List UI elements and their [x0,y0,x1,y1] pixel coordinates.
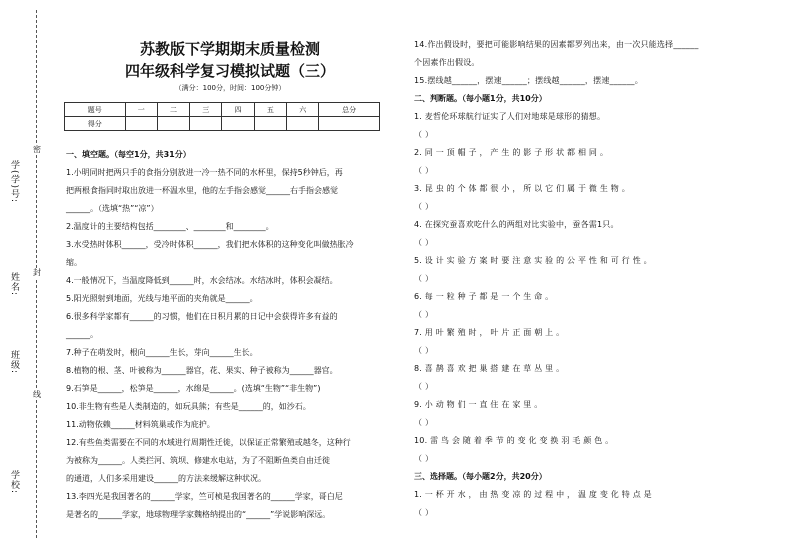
question-line: 8.植物的根、茎、叶被称为______器官，花、果实、种子被称为______器官。 [66,366,338,375]
question-line: 7. 用 叶 繁 殖 时 ， 叶 片 正 面 朝 上 。 [414,328,565,337]
question-line: （ ） [414,310,434,319]
score-input-cell[interactable] [222,117,254,131]
score-table-header-row [65,103,380,117]
question-line: 6.很多科学家都有______的习惯，他们在日积月累的日记中会获得许多有益的 [66,312,338,321]
score-input-cell[interactable] [190,117,222,131]
score-input-cell[interactable] [157,117,189,131]
question-line: 1. 一 杯 开 水 ， 由 热 变 凉 的 过 程 中 ， 温 度 变 化 特 点 是 [414,490,652,499]
score-cell: 总分 [319,103,380,117]
question-line: 4. 在探究蚕喜欢吃什么的两组对比实验中，蚕各需1只。 [414,220,619,229]
question-line: 10. 雷 鸟 会 随 着 季 节 的 变 化 变 换 羽 毛 颜 色 。 [414,436,614,445]
question-line: （ ） [414,418,434,427]
question-line: （ ） [414,166,434,175]
question-line: 14.作出假设时，要把可能影响结果的因素都罗列出来，由一次只能选择______ [414,40,699,49]
question-line: ______。（选填“热”“凉”） [66,204,159,213]
question-line: 11.动物依赖______材料筑巢或作为庇护。 [66,420,215,429]
question-line: 3.水受热时体积______，受冷时体积______，我们把水体积的这种变化叫做热胀冷 [66,240,354,249]
section-heading: 二、判断题。（每小题1分，共10分） [414,94,547,103]
binding-strip [0,0,60,548]
score-cell: 二 [157,103,189,117]
question-line: （ ） [414,202,434,211]
question-line: 10.非生物有些是人类制造的，如玩具熊；有些是______的，如沙石。 [66,402,311,411]
question-line: 1.小明同时把两只手的食指分别放进一冷一热不同的水杯里，保持5秒钟后，再 [66,168,343,177]
question-line: 的通道，人们多采用建设______的方法来缓解这种状况。 [66,474,266,483]
score-cell: 三 [190,103,222,117]
question-line: 12.有些鱼类需要在不同的水域进行周期性迁徙，以保证正常繁殖或越冬，这种行 [66,438,351,447]
question-line: 7.种子在萌发时，根向______生长，芽向______生长。 [66,348,258,357]
score-cell: 一 [125,103,157,117]
question-line: 9. 小 动 物 们 一 直 住 在 家 里 。 [414,400,543,409]
question-line: ______。 [66,330,98,339]
exam-title: 苏教版下学期期末质量检测 [139,40,320,58]
question-line: 8. 喜 鹊 喜 欢 把 巢 搭 建 在 草 丛 里 。 [414,364,565,373]
student-id-label: 学(学)号: [9,160,19,204]
question-line: 5. 设 计 实 验 方 案 时 要 注 意 实 验 的 公 平 性 和 可 行 性 。 [414,256,652,265]
score-input-cell[interactable] [287,117,319,131]
question-line: （ ） [414,382,434,391]
exam-subtitle: 四年级科学复习模拟试题（三） [124,62,335,80]
question-line: （ ） [414,130,434,139]
question-line: 3. 昆 虫 的 个 体 都 很 小 ， 所 以 它 们 属 于 微 生 物 。 [414,184,630,193]
class-label: 班级: [9,350,19,375]
score-cell: 题号 [65,103,126,117]
score-cell: 六 [287,103,319,117]
seal-char-feng: 封 [33,268,41,277]
exam-meta: （满分：100分，时间：100分钟） [174,84,286,92]
school-label: 学校: [9,470,19,495]
section-heading: 三、选择题。（每小题2分，共20分） [414,472,547,481]
score-table-score-row [65,117,380,131]
score-cell: 四 [222,103,254,117]
question-line: （ ） [414,274,434,283]
question-line: （ ） [414,454,434,463]
score-input-cell[interactable] [125,117,157,131]
left-column [66,146,386,524]
question-line: 缩。 [66,258,82,267]
question-line: 1. 麦哲伦环球航行证实了人们对地球是球形的猜想。 [414,112,606,121]
question-line: （ ） [414,238,434,247]
question-line: 13.李四光是我国著名的______学家，竺可桢是我国著名的______学家，哥白尼 [66,492,343,501]
seal-char-mi: 密 [33,145,41,154]
score-input-cell[interactable] [254,117,286,131]
score-table [64,102,380,131]
score-input-cell[interactable] [319,117,380,131]
question-line: （ ） [414,346,434,355]
question-line: 为被称为______。人类拦河、筑坝、修建水电站，为了不阻断鱼类自由迁徙 [66,456,330,465]
section-heading: 一、填空题。（每空1分，共31分） [66,150,191,159]
question-line: 6. 每 一 粒 种 子 都 是 一 个 生 命 。 [414,292,554,301]
question-line: 5.阳光照射到地面，光线与地平面的夹角就是______。 [66,294,258,303]
question-line: 2.温度计的主要结构包括________、________和________。 [66,222,274,231]
right-column [414,36,734,522]
question-line: 个因素作出假设。 [414,58,480,67]
seal-char-xian: 线 [33,390,41,399]
question-line: 4.一般情况下，当温度降低到______时，水会结冰。水结冰时，体积会凝结。 [66,276,338,285]
question-line: 9.石笋是______，松笋是______，水绵是______。(选填“生物”“非生物”) [66,384,321,393]
name-label: 姓名: [9,272,19,297]
question-line: 把两根食指同时取出放进一杯温水里，他的左手指会感觉______右手指会感觉 [66,186,338,195]
question-line: （ ） [414,508,434,517]
question-line: 15.摆线越______，摆速______；摆线越______，摆速______。 [414,76,643,85]
score-row-label: 得分 [65,117,126,131]
question-line: 是著名的______学家，地球物理学家魏格纳提出的“______”学说影响深远。 [66,510,331,519]
question-line: 2. 同 一 顶 帽 子 ， 产 生 的 影 子 形 状 都 相 同 。 [414,148,609,157]
score-cell: 五 [254,103,286,117]
